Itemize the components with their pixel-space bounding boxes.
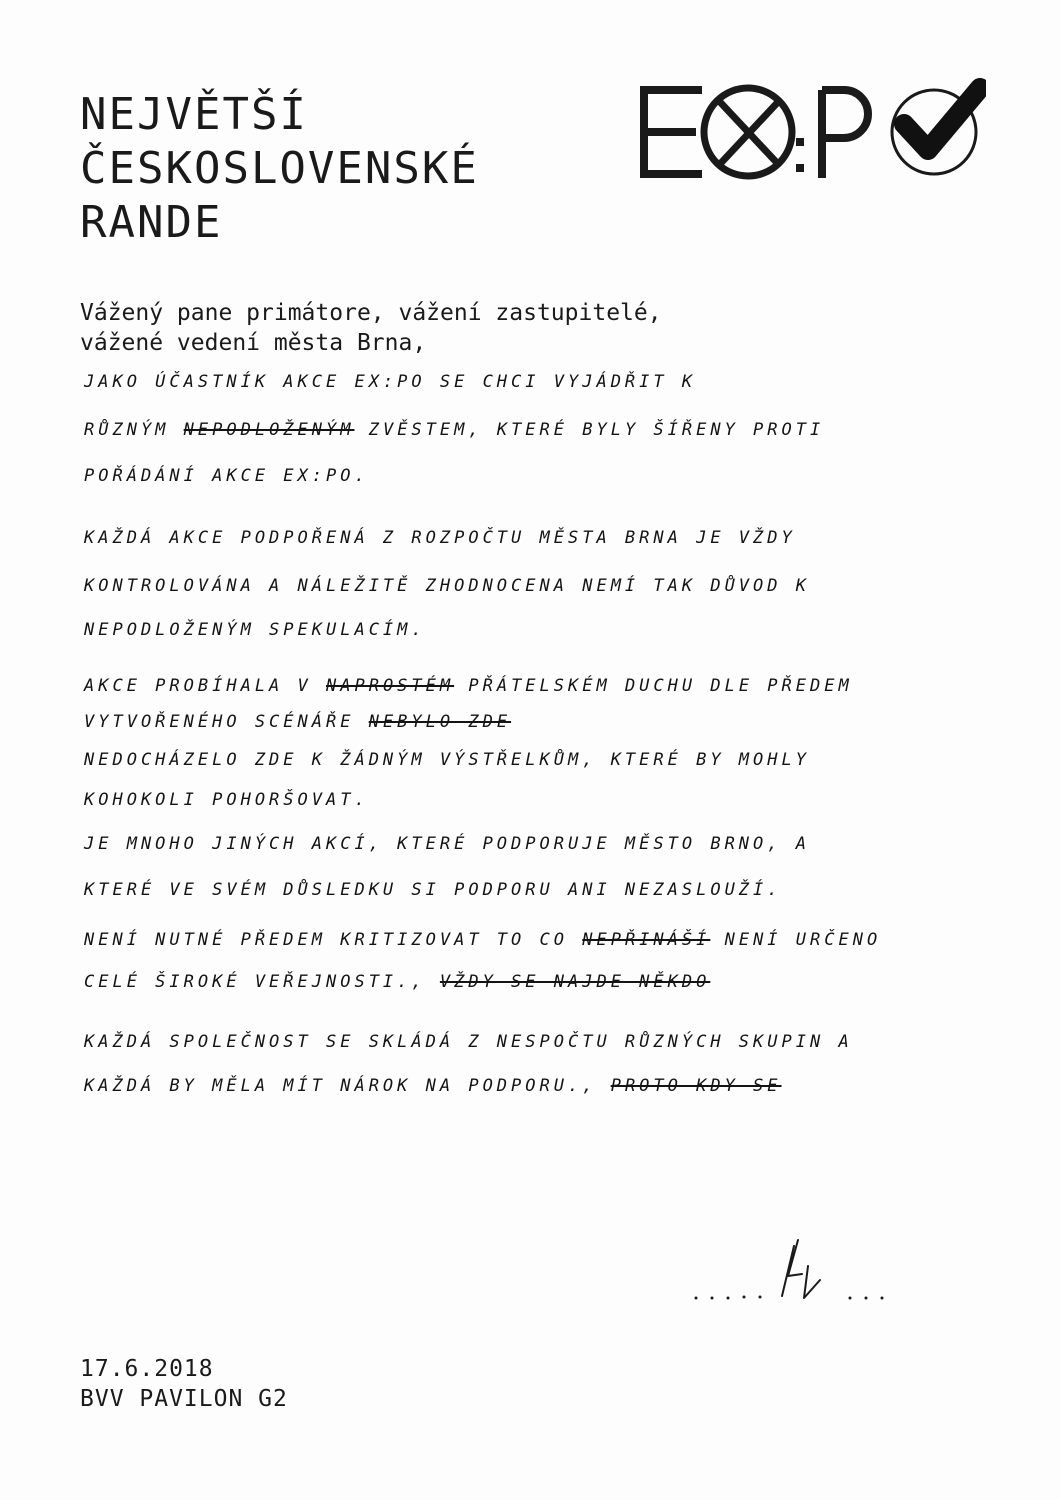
- hw-struck-text: VŽDY SE NAJDE NĚKDO: [439, 972, 711, 992]
- hw-text: VYTVOŘENÉHO SCÉNÁŘE: [84, 712, 369, 732]
- hw-text: KAŽDÁ AKCE PODPOŘENÁ Z ROZPOČTU MĚSTA BRNA JE VŽDY: [84, 528, 796, 548]
- hw-text: KAŽDÁ BY MĚLA MÍT NÁROK NA PODPORU.,: [84, 1076, 611, 1096]
- hw-line: [84, 790, 369, 810]
- logo-colon: [796, 138, 804, 172]
- hw-struck-text: NAPROSTÉM: [326, 676, 455, 696]
- event-date: 17.6.2018: [80, 1356, 214, 1382]
- hw-text: JE MNOHO JINÝCH AKCÍ, KTERÉ PODPORUJE MĚSTO BRNO, A: [84, 834, 810, 854]
- hw-line: [84, 880, 782, 900]
- title-line-3: RANDE: [80, 197, 223, 248]
- logo-letter-p: [822, 90, 868, 178]
- hw-text: NEDOCHÁZELO ZDE K ŽÁDNÝM VÝSTŘELKŮM, KTERÉ BY MOHLY: [84, 750, 810, 770]
- title-line-2: ČESKOSLOVENSKÉ: [80, 143, 479, 194]
- logo-letter-e: [644, 90, 698, 174]
- checkmark-circle-icon: [892, 88, 980, 174]
- hw-text: CELÉ ŠIROKÉ VEŘEJNOSTI.,: [84, 972, 440, 992]
- hw-line: [84, 620, 426, 640]
- handwritten-signature: [690, 1236, 890, 1308]
- hw-line: [84, 1032, 853, 1052]
- hw-line: [84, 676, 853, 696]
- hw-text: POŘÁDÁNÍ AKCE EX:PO.: [84, 466, 369, 486]
- hw-line: [84, 834, 810, 854]
- hw-line: [84, 420, 824, 440]
- hw-text: ZVĚSTEM, KTERÉ BYLY ŠÍŘENY PROTI: [354, 420, 825, 440]
- hw-line: [84, 712, 511, 732]
- hw-text: NEPODLOŽENÝM SPEKULACÍM.: [84, 620, 426, 640]
- footer: [80, 1354, 288, 1414]
- title-line-1: NEJVĚTŠÍ: [80, 89, 308, 140]
- hw-line: [84, 528, 796, 548]
- hw-text: KONTROLOVÁNA A NÁLEŽITĚ ZHODNOCENA NEMÍ TAK DŮVOD K: [84, 576, 810, 596]
- hw-line: [84, 372, 696, 392]
- hw-struck-text: PROTO KDY SE: [610, 1076, 782, 1096]
- hw-struck-text: NEBYLO ZDE: [368, 712, 512, 732]
- hw-line: [84, 466, 369, 486]
- hw-line: [84, 750, 810, 770]
- salutation-line-2: vážené vedení města Brna,: [80, 330, 427, 356]
- hw-text: NENÍ URČENO: [710, 930, 882, 950]
- salutation-line-1: Vážený pane primátore, vážení zastupitelé,: [80, 300, 662, 326]
- hw-line: [84, 576, 810, 596]
- event-venue: BVV PAVILON G2: [80, 1386, 288, 1412]
- hw-line: [84, 930, 881, 950]
- hw-text: KOHOKOLI POHORŠOVAT.: [84, 790, 369, 810]
- hw-text: RŮZNÝM: [84, 420, 184, 440]
- hw-text: JAKO ÚČASTNÍK AKCE EX:PO SE CHCI VYJÁDŘIT K: [84, 372, 697, 392]
- salutation: [80, 298, 662, 358]
- hw-struck-text: NEPODLOŽENÝM: [183, 420, 355, 440]
- hw-struck-text: NEPŘINÁŠÍ: [582, 930, 711, 950]
- hw-text: PŘÁTELSKÉM DUCHU DLE PŘEDEM: [454, 676, 853, 696]
- hw-line: [84, 1076, 782, 1096]
- expo-logo: [636, 78, 986, 188]
- logo-x-circle: [704, 88, 792, 176]
- hw-text: KTERÉ VE SVÉM DŮSLEDKU SI PODPORU ANI NEZASLOUŽÍ.: [84, 880, 782, 900]
- hw-text: NENÍ NUTNÉ PŘEDEM KRITIZOVAT TO CO: [84, 930, 583, 950]
- hw-text: AKCE PROBÍHALA V: [84, 676, 326, 696]
- document-title: [80, 88, 479, 250]
- hw-line: [84, 972, 710, 992]
- hw-text: KAŽDÁ SPOLEČNOST SE SKLÁDÁ Z NESPOČTU RŮZNÝCH SKUPIN A: [84, 1032, 853, 1052]
